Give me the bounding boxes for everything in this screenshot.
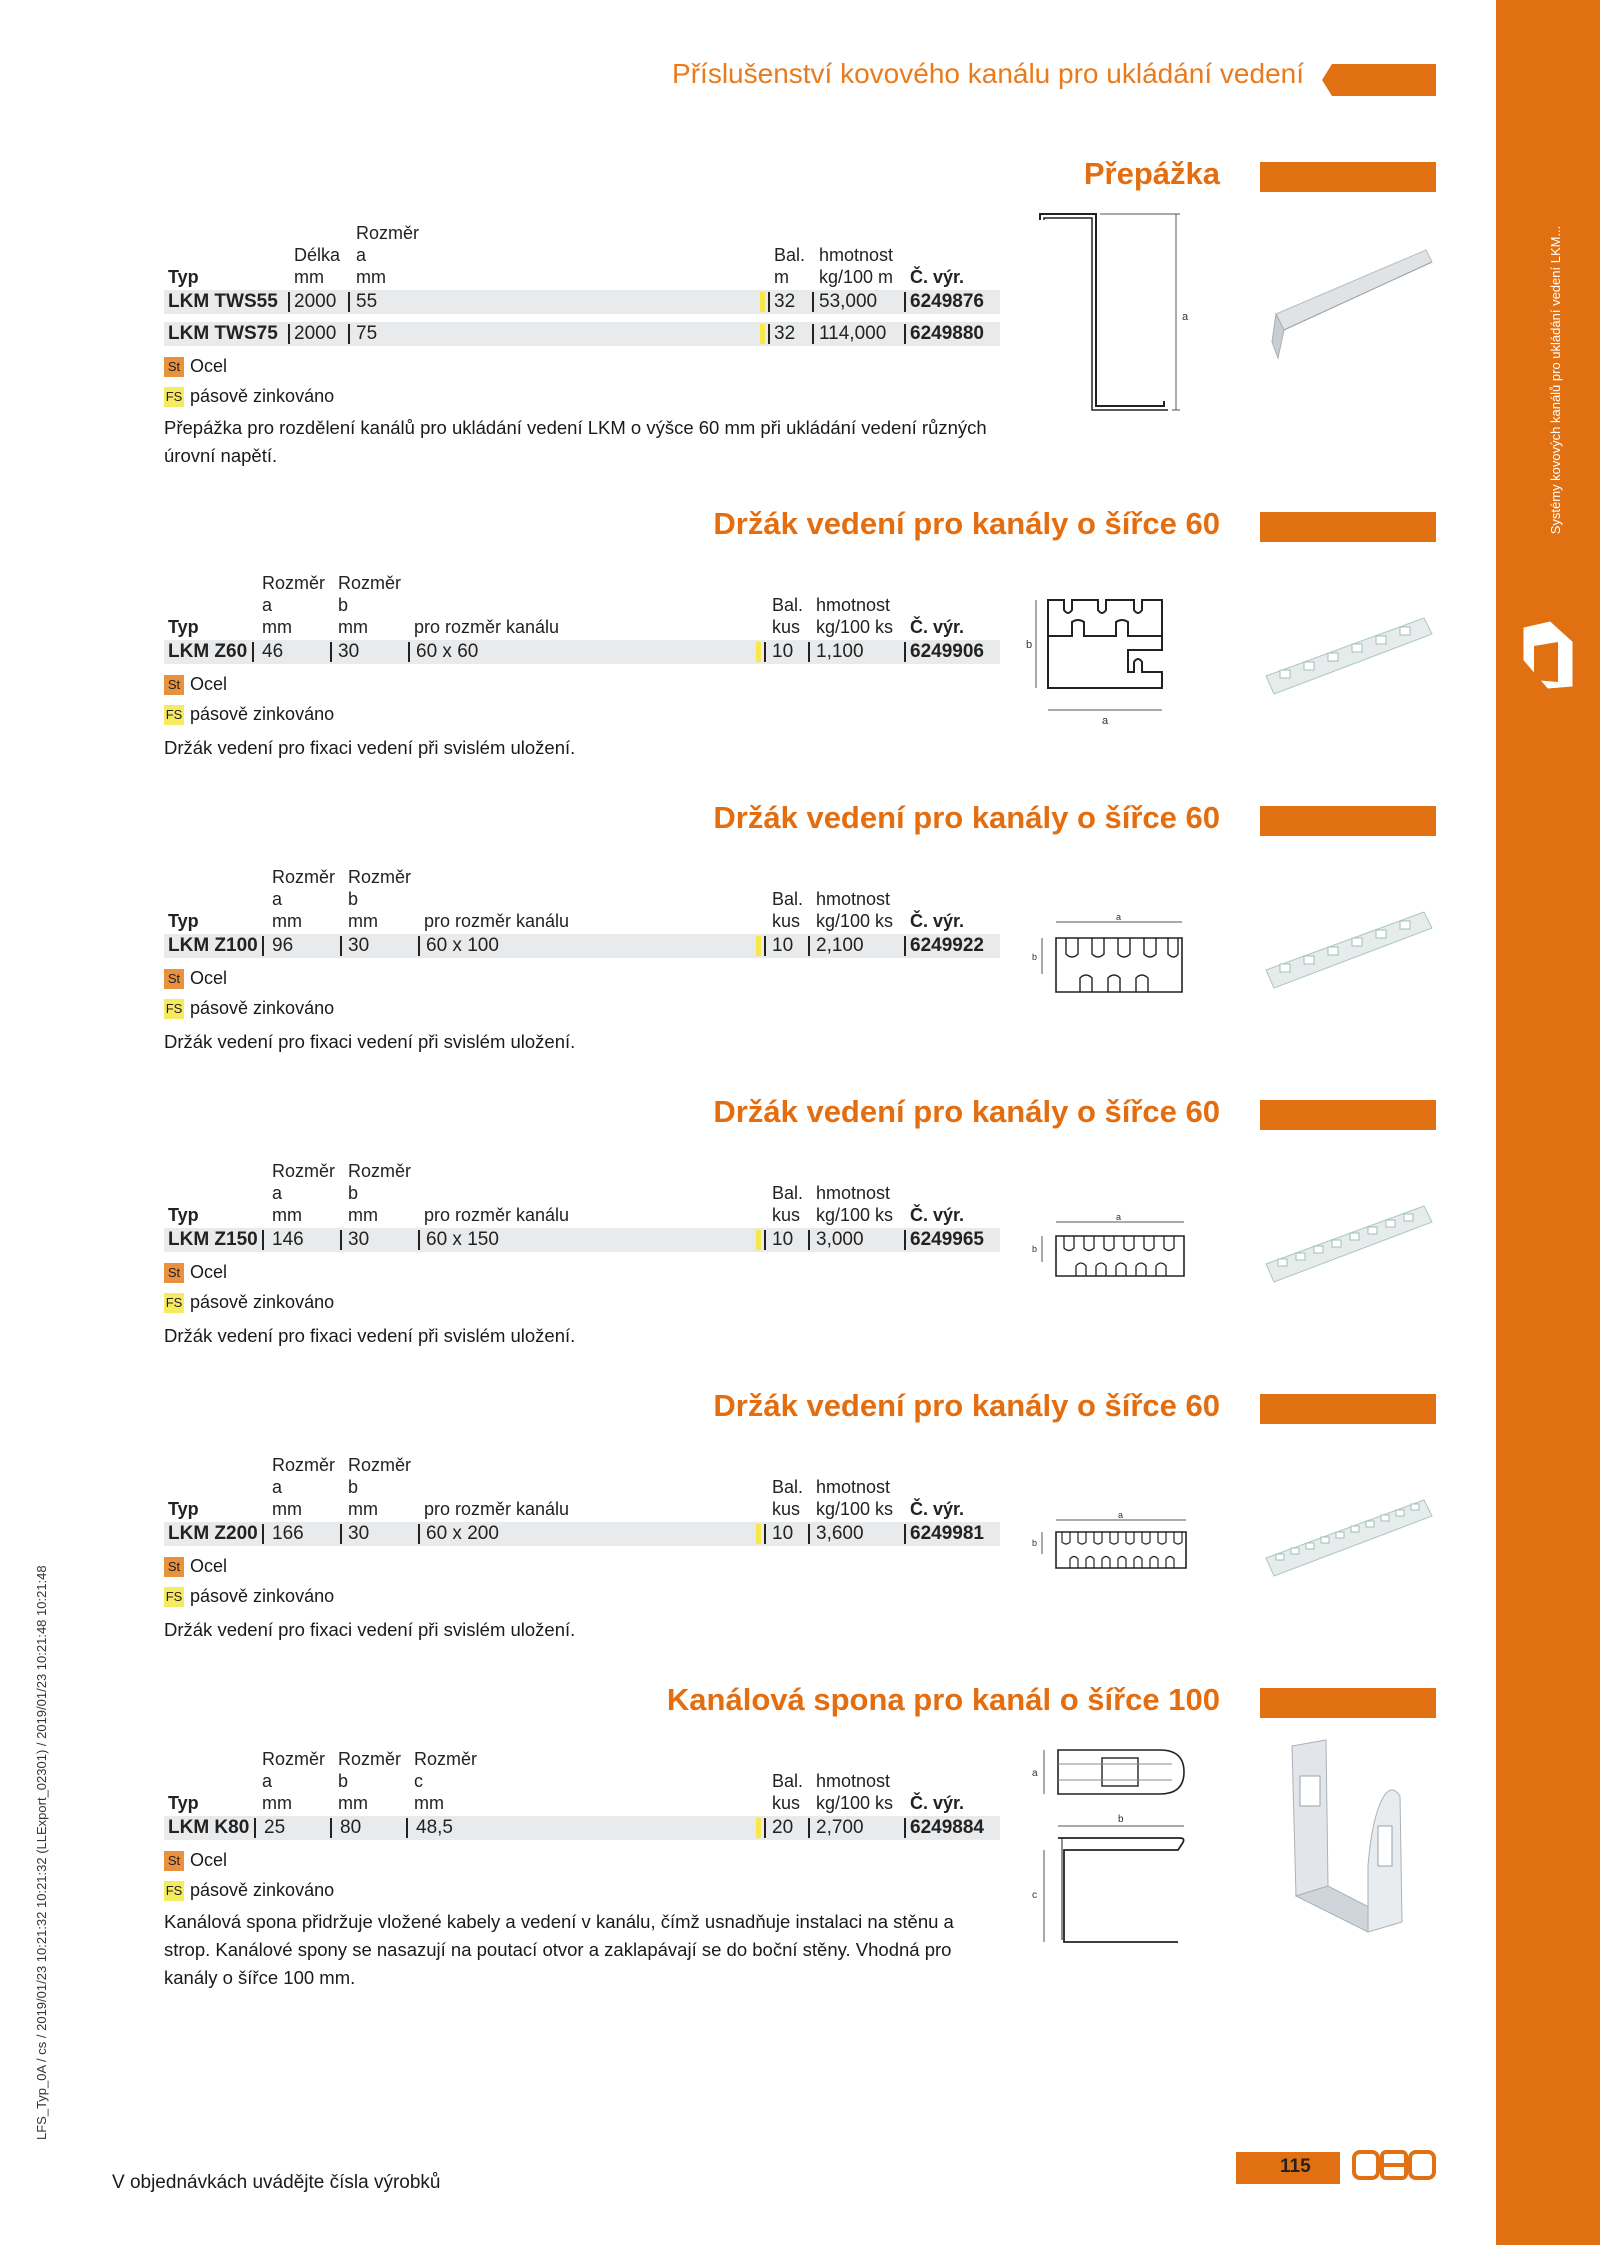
cell-art-nr: 6249981	[910, 1523, 984, 1544]
cell-a: 146	[272, 1229, 304, 1250]
title-tab-notch	[1322, 64, 1332, 96]
header-a: a	[272, 889, 283, 909]
cell-art-nr: 6249965	[910, 1229, 984, 1250]
header-mm: mm	[348, 1205, 378, 1225]
header-rozmer: Rozměr	[348, 867, 412, 887]
header-a: a	[272, 1477, 283, 1497]
header-mm: mm	[356, 267, 386, 287]
material-finish: FS pásově zinkováno	[165, 704, 335, 724]
table-row	[164, 1816, 1000, 1840]
header-channel-size: pro rozměr kanálu	[424, 1499, 570, 1519]
svg-text:b: b	[1032, 1538, 1038, 1548]
table-row	[164, 322, 1000, 346]
cell-hmotnost: 53,000	[819, 291, 878, 312]
section-title: Držák vedení pro kanály o šířce 60	[713, 1094, 1220, 1129]
cell-bal: 10	[772, 935, 794, 956]
cell-delka: 2000	[294, 291, 337, 312]
header-hmotnost: hmotnost	[816, 889, 891, 909]
clip-photo	[1268, 1736, 1438, 1956]
header-rozmer: Rozměr	[262, 573, 326, 593]
material-finish: FS pásově zinkováno	[165, 1586, 335, 1606]
header-rozmer: Rozměr	[348, 1161, 412, 1181]
header-rozmer: Rozměr	[356, 223, 420, 243]
cell-hmotnost: 1,100	[816, 641, 864, 662]
cell-art-nr: 6249876	[910, 291, 984, 312]
header-typ: Typ	[168, 617, 199, 637]
table-row	[164, 640, 1000, 664]
header-b: b	[348, 1477, 359, 1497]
header-mm: mm	[272, 1499, 302, 1519]
cell-a: 55	[356, 291, 378, 312]
header-typ: Typ	[168, 1793, 199, 1813]
header-unit: kus	[772, 1499, 801, 1519]
cell-a: 75	[356, 323, 378, 344]
cell-art-nr: 6249880	[910, 323, 984, 344]
table-row	[164, 1522, 1000, 1546]
cell-a: 46	[262, 641, 284, 662]
header-channel-size: pro rozměr kanálu	[424, 911, 570, 931]
header-hmotnost: hmotnost	[816, 1183, 891, 1203]
svg-text:a: a	[1102, 715, 1109, 727]
holder-photo	[1260, 610, 1436, 710]
svg-text:a: a	[1182, 311, 1189, 323]
section-description: Držák vedení pro fixaci vedení při svislém uložení.	[164, 1619, 576, 1640]
svg-text:b: b	[1118, 1814, 1124, 1825]
section-description: Přepážka pro rozdělení kanálů pro ukládání vedení LKM o výšce 60 mm při ukládání vedení různých úrovní napětí.	[164, 417, 987, 466]
cell-bal: 10	[772, 1523, 794, 1544]
cell-hmotnost: 2,100	[816, 935, 864, 956]
header-bal: Bal.	[772, 1183, 804, 1203]
section-bar	[1260, 806, 1436, 836]
print-metadata: LFS_Typ_0A / cs / 2019/01/23 10:21:32 10:21:32 (LLExport_02301) / 2019/01/23 10:21:48 10:21:48	[34, 1565, 49, 2140]
svg-text:a: a	[1118, 1512, 1124, 1520]
holder-drawing	[1028, 1214, 1214, 1294]
cell-art-nr: 6249884	[910, 1817, 984, 1838]
section-description: Kanálová spona přidržuje vložené kabely a vedení v kanálu, čímž usnadňuje instalaci na stěnu a strop. Kanálové spony se nasazují na poutací otvor a zaklapávají se do boční stěny. Vhodná pro kanály o šířce 100 mm.	[164, 1911, 954, 1988]
header-rozmer: Rozměr	[414, 1749, 478, 1769]
header-weight-unit: kg/100 ks	[816, 1793, 894, 1813]
header-weight-unit: kg/100 ks	[816, 911, 894, 931]
cell-hmotnost: 114,000	[819, 323, 887, 344]
table-row	[164, 934, 1000, 958]
holder-drawing	[1024, 592, 1214, 732]
svg-text:b: b	[1032, 952, 1038, 962]
header-a: a	[356, 245, 367, 265]
header-hmotnost: hmotnost	[816, 1477, 891, 1497]
section-bar	[1260, 1100, 1436, 1130]
partition-photo	[1256, 246, 1436, 366]
header-bal: Bal.	[772, 595, 804, 615]
cell-b: 80	[340, 1817, 362, 1838]
page-number: 115	[1280, 2156, 1311, 2177]
material-steel: St Ocel	[164, 672, 227, 696]
header-mm: mm	[338, 617, 368, 637]
header-unit: kus	[772, 911, 801, 931]
cell-typ: LKM TWS55	[168, 291, 278, 312]
holder-photo	[1260, 904, 1436, 1004]
header-rozmer: Rozměr	[338, 573, 402, 593]
header-art-nr: Č. výr.	[910, 1205, 965, 1225]
header-mm: mm	[294, 267, 324, 287]
header-delka: Délka	[294, 245, 341, 265]
header-bal: Bal.	[774, 245, 806, 265]
section-drzak-z200	[164, 1382, 1436, 1662]
side-category-text: Systémy kovových kanálů pro ukládání vedení LKM...	[1548, 225, 1563, 535]
header-a: a	[262, 595, 273, 615]
header-b: b	[338, 1771, 349, 1791]
channel-icon	[1520, 620, 1576, 690]
section-title: Přepážka	[1083, 156, 1220, 191]
header-mm: mm	[414, 1793, 444, 1813]
header-weight-unit: kg/100 ks	[816, 1499, 894, 1519]
header-bal: Bal.	[772, 1771, 804, 1791]
header-c: c	[414, 1771, 423, 1791]
header-unit: kus	[772, 1205, 801, 1225]
header-typ: Typ	[168, 1205, 199, 1225]
cell-a: 166	[272, 1523, 304, 1544]
cell-b: 30	[348, 1523, 370, 1544]
header-mm: mm	[262, 1793, 292, 1813]
cell-typ: LKM Z200	[168, 1523, 258, 1544]
holder-drawing	[1028, 1512, 1214, 1588]
svg-text:b: b	[1032, 1244, 1038, 1254]
footer-order-note: V objednávkách uvádějte čísla výrobků	[112, 2172, 441, 2193]
header-bal: Bal.	[772, 889, 804, 909]
header-unit: kus	[772, 617, 801, 637]
svg-text:a: a	[1116, 914, 1122, 922]
header-b: b	[348, 889, 359, 909]
obo-logo	[1352, 2148, 1436, 2182]
header-typ: Typ	[168, 1499, 199, 1519]
material-finish: FS pásově zinkováno	[165, 1292, 335, 1312]
header-a: a	[272, 1183, 283, 1203]
section-title: Kanálová spona pro kanál o šířce 100	[666, 1682, 1220, 1717]
section-title: Držák vedení pro kanály o šířce 60	[713, 800, 1220, 835]
cell-a: 25	[264, 1817, 286, 1838]
svg-text:b: b	[1026, 639, 1033, 651]
section-description: Držák vedení pro fixaci vedení při svislém uložení.	[164, 737, 576, 758]
holder-drawing	[1028, 914, 1214, 1004]
section-description: Držák vedení pro fixaci vedení při svislém uložení.	[164, 1031, 576, 1052]
header-art-nr: Č. výr.	[910, 911, 965, 931]
section-kanalova-spona	[164, 1676, 1436, 2016]
cell-c: 48,5	[416, 1817, 453, 1838]
partition-drawing	[1032, 206, 1222, 416]
cell-typ: LKM Z100	[168, 935, 258, 956]
cell-bal: 10	[772, 1229, 794, 1250]
material-finish: FS pásově zinkováno	[165, 386, 335, 406]
cell-bal: 10	[772, 641, 794, 662]
page-title: Příslušenství kovového kanálu pro ukládání vedení	[672, 58, 1304, 89]
cell-b: 30	[338, 641, 360, 662]
section-description: Držák vedení pro fixaci vedení při svislém uložení.	[164, 1325, 576, 1346]
header-art-nr: Č. výr.	[910, 617, 965, 637]
material-steel: St Ocel	[164, 1554, 227, 1578]
header-unit: m	[774, 267, 789, 287]
material-steel: St Ocel	[164, 1260, 227, 1284]
cell-channel-size: 60 x 150	[426, 1229, 499, 1250]
table-row	[164, 1228, 1000, 1252]
section-title: Držák vedení pro kanály o šířce 60	[713, 1388, 1220, 1423]
header-mm: mm	[348, 911, 378, 931]
header-mm: mm	[348, 1499, 378, 1519]
header-channel-size: pro rozměr kanálu	[414, 617, 560, 637]
section-bar	[1260, 162, 1436, 192]
header-rozmer: Rozměr	[338, 1749, 402, 1769]
material-steel: St Ocel	[164, 966, 227, 990]
material-steel: St Ocel	[164, 1848, 227, 1872]
cell-channel-size: 60 x 60	[416, 641, 479, 662]
svg-text:a: a	[1116, 1214, 1122, 1222]
section-prepazka	[164, 150, 1436, 480]
header-mm: mm	[272, 911, 302, 931]
clip-drawing	[1022, 1742, 1212, 1954]
section-title: Držák vedení pro kanály o šířce 60	[713, 506, 1220, 541]
section-bar	[1260, 512, 1436, 542]
svg-text:a: a	[1032, 1768, 1038, 1779]
material-finish: FS pásově zinkováno	[165, 1880, 335, 1900]
material-steel: St Ocel	[164, 354, 227, 378]
header-channel-size: pro rozměr kanálu	[424, 1205, 570, 1225]
cell-hmotnost: 3,600	[816, 1523, 864, 1544]
header-weight-unit: kg/100 m	[819, 267, 894, 287]
header-rozmer: Rozměr	[272, 1161, 336, 1181]
header-typ: Typ	[168, 911, 199, 931]
svg-text:c: c	[1032, 1890, 1037, 1901]
section-drzak-z100	[164, 794, 1436, 1074]
header-mm: mm	[338, 1793, 368, 1813]
header-weight-unit: kg/100 ks	[816, 617, 894, 637]
header-bal: Bal.	[772, 1477, 804, 1497]
cell-typ: LKM Z150	[168, 1229, 258, 1250]
header-unit: kus	[772, 1793, 801, 1813]
cell-typ: LKM TWS75	[168, 323, 278, 344]
cell-b: 30	[348, 1229, 370, 1250]
header-mm: mm	[272, 1205, 302, 1225]
header-weight-unit: kg/100 ks	[816, 1205, 894, 1225]
cell-b: 30	[348, 935, 370, 956]
holder-photo	[1260, 1492, 1436, 1592]
cell-channel-size: 60 x 100	[426, 935, 499, 956]
cell-bal: 32	[774, 291, 796, 312]
material-finish: FS pásově zinkováno	[165, 998, 335, 1018]
header-hmotnost: hmotnost	[819, 245, 894, 265]
header-hmotnost: hmotnost	[816, 1771, 891, 1791]
section-drzak-z150	[164, 1088, 1436, 1368]
header-art-nr: Č. výr.	[910, 1793, 965, 1813]
cell-hmotnost: 3,000	[816, 1229, 864, 1250]
header-b: b	[338, 595, 349, 615]
header-rozmer: Rozměr	[272, 1455, 336, 1475]
header-hmotnost: hmotnost	[816, 595, 891, 615]
table-row	[164, 290, 1000, 314]
title-tab	[1322, 64, 1436, 96]
header-b: b	[348, 1183, 359, 1203]
section-bar	[1260, 1394, 1436, 1424]
header-mm: mm	[262, 617, 292, 637]
cell-channel-size: 60 x 200	[426, 1523, 499, 1544]
section-drzak-z60	[164, 500, 1436, 780]
header-typ: Typ	[168, 267, 199, 287]
header-rozmer: Rozměr	[348, 1455, 412, 1475]
header-rozmer: Rozměr	[272, 867, 336, 887]
header-art-nr: Č. výr.	[910, 1499, 965, 1519]
section-bar	[1260, 1688, 1436, 1718]
cell-delka: 2000	[294, 323, 337, 344]
header-art-nr: Č. výr.	[910, 267, 965, 287]
cell-a: 96	[272, 935, 294, 956]
header-rozmer: Rozměr	[262, 1749, 326, 1769]
cell-bal: 20	[772, 1817, 794, 1838]
header-a: a	[262, 1771, 273, 1791]
cell-bal: 32	[774, 323, 796, 344]
cell-art-nr: 6249906	[910, 641, 984, 662]
cell-typ: LKM K80	[168, 1817, 250, 1838]
holder-photo	[1260, 1198, 1436, 1298]
cell-hmotnost: 2,700	[816, 1817, 864, 1838]
cell-art-nr: 6249922	[910, 935, 984, 956]
cell-typ: LKM Z60	[168, 641, 248, 662]
